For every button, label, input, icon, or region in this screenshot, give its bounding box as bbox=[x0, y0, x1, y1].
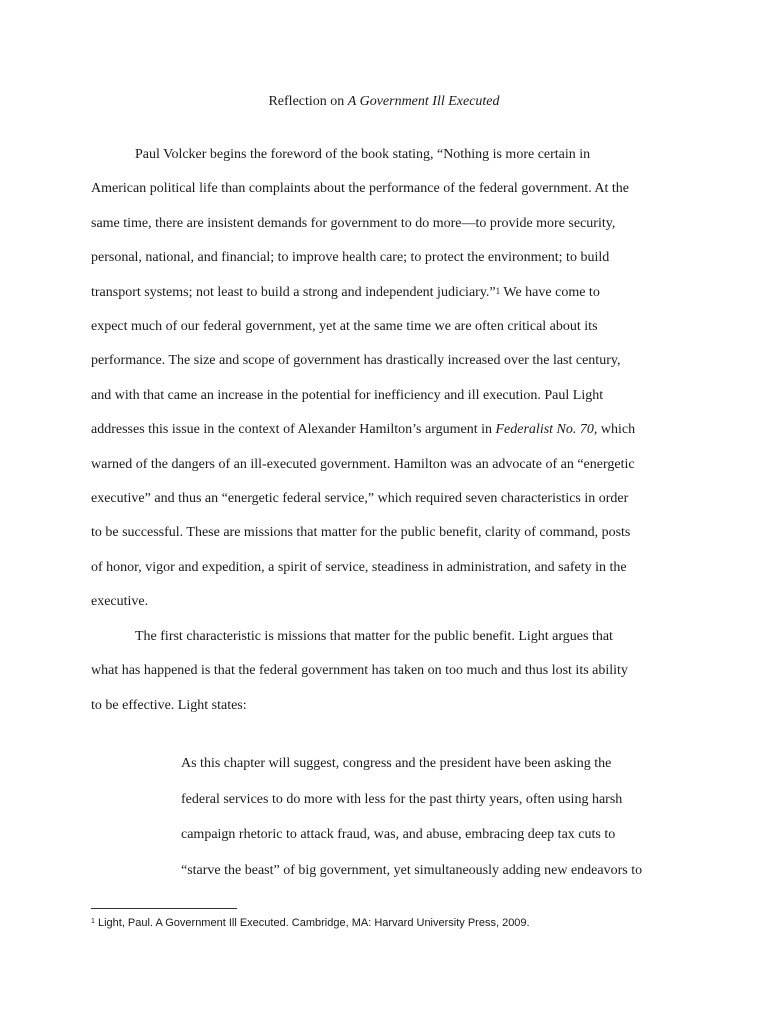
line-text: , which bbox=[593, 422, 636, 438]
title-book-name: A Government Ill Executed bbox=[347, 94, 500, 109]
paragraph-line bbox=[91, 413, 681, 447]
paragraph-line: Paul Volcker begins the foreword of the book stating, “Nothing is more certain in bbox=[135, 147, 591, 162]
quote-line: “starve the beast” of big government, yet simultaneously adding new endeavors to bbox=[181, 862, 643, 878]
paragraph-line: and with that came an increase in the potential for inefficiency and ill execution. Paul Light bbox=[91, 387, 604, 403]
footnote bbox=[91, 915, 530, 931]
paragraph-line: expect much of our federal government, yet at the same time we are often critical about its bbox=[91, 319, 598, 335]
paragraph-line: performance. The size and scope of government has drastically increased over the last century, bbox=[91, 353, 621, 369]
footnote-marker: 1 bbox=[91, 918, 95, 925]
line-text: addresses this issue in the context of Alexander Hamilton’s argument in bbox=[91, 422, 496, 438]
paragraph-line: executive” and thus an “energetic federal service,” which required seven characteristics in order bbox=[91, 491, 629, 507]
paragraph-line: to be effective. Light states: bbox=[91, 697, 247, 713]
paragraph-line: warned of the dangers of an ill-executed government. Hamilton was an advocate of an “energetic bbox=[91, 456, 635, 472]
footnote-reference[interactable]: 1 bbox=[495, 285, 501, 296]
line-text: We have come to bbox=[500, 284, 600, 300]
page-title bbox=[0, 92, 768, 112]
paragraph-line bbox=[91, 276, 681, 310]
paragraph-line: American political life than complaints about the performance of the federal government. At the bbox=[91, 181, 630, 197]
footnote-text: Light, Paul. A Government Ill Executed. Cambridge, MA: Harvard University Press, 2009. bbox=[94, 917, 530, 929]
federalist-title: Federalist No. 70 bbox=[495, 422, 594, 438]
quote-line: campaign rhetoric to attack fraud, was, and abuse, embracing deep tax cuts to bbox=[181, 827, 616, 842]
paragraph-line: to be successful. These are missions that matter for the public benefit, clarity of command, posts bbox=[91, 525, 631, 541]
paragraph-1 bbox=[91, 138, 681, 620]
footnote-separator bbox=[91, 908, 237, 909]
paragraph-line: of honor, vigor and expedition, a spirit of service, steadiness in administration, and safety in the bbox=[91, 559, 627, 575]
paragraph-line: The first characteristic is missions that matter for the public benefit. Light argues that bbox=[135, 628, 613, 644]
paragraph-line: same time, there are insistent demands for government to do more—to provide more security, bbox=[91, 215, 616, 231]
paragraph-2 bbox=[91, 620, 681, 723]
title-prefix: Reflection on bbox=[268, 94, 348, 109]
paragraph-line: executive. bbox=[91, 594, 149, 610]
quote-line: As this chapter will suggest, congress and the president have been asking the bbox=[181, 756, 612, 771]
quote-line: federal services to do more with less for the past thirty years, often using harsh bbox=[181, 791, 623, 807]
paragraph-line: what has happened is that the federal government has taken on too much and thus lost its ability bbox=[91, 663, 628, 679]
line-text: transport systems; not least to build a strong and independent judiciary.” bbox=[91, 284, 496, 300]
body-text bbox=[91, 138, 681, 723]
paragraph-line: personal, national, and financial; to improve health care; to protect the environment; to build bbox=[91, 250, 610, 266]
block-quote bbox=[181, 746, 681, 888]
